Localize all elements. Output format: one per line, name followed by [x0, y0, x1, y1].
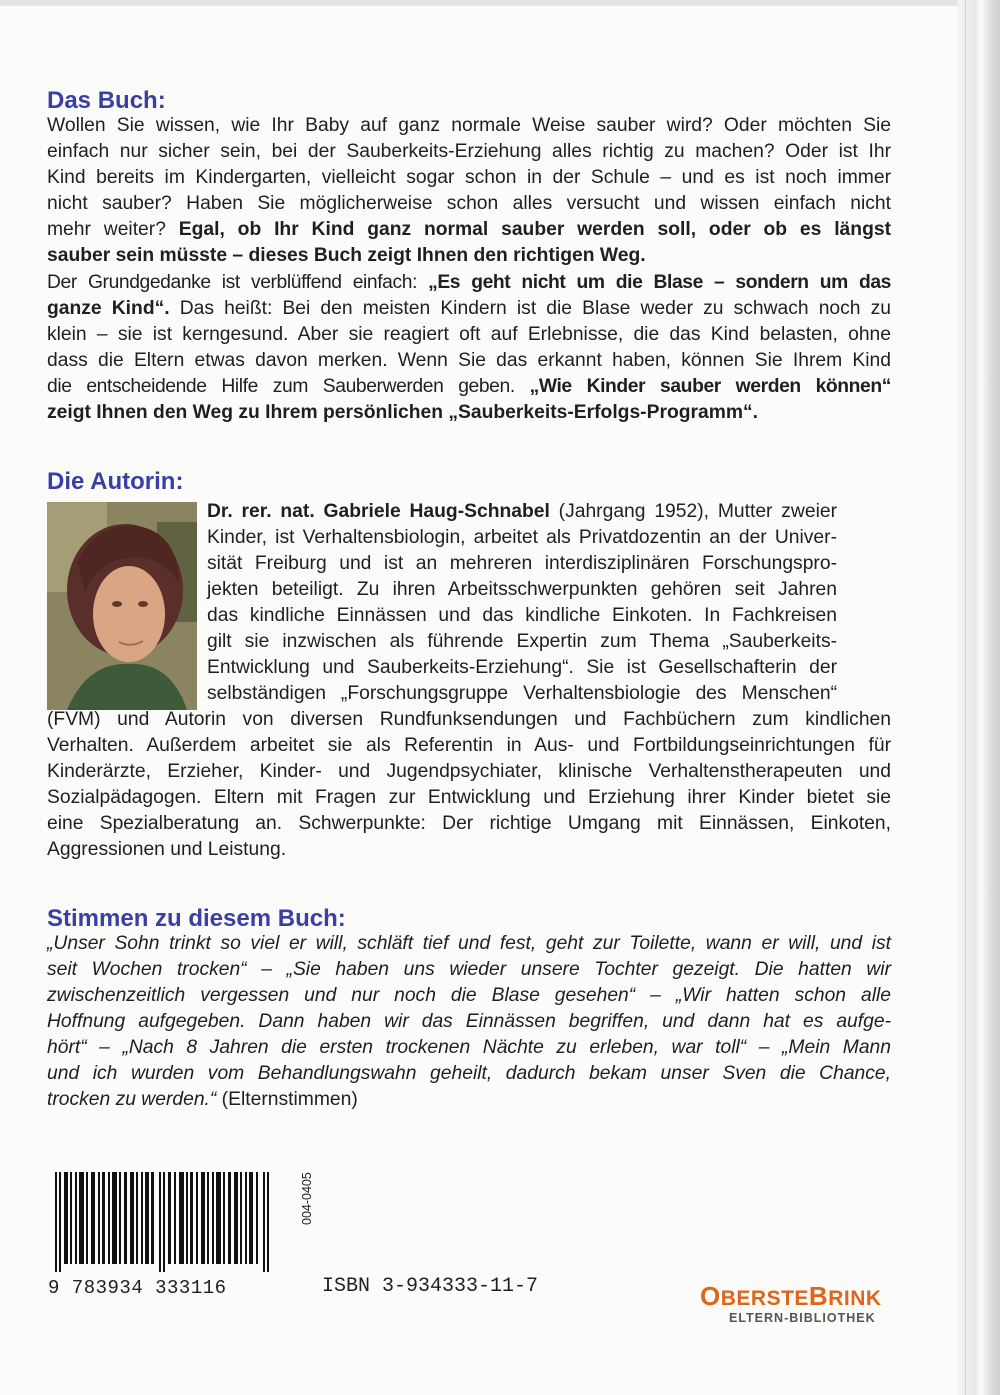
top-edge: [0, 0, 1000, 6]
book-line: dass die Eltern etwas davon merken. Wenn Sie das erkannt haben, können Sie Ihrem Kind: [47, 350, 891, 371]
author-line: (FVM) und Autorin von diversen Rundfunksendungen und Fachbüchern zum kindlichen: [47, 709, 891, 730]
voices-line: Hoffnung aufgegeben. Dann haben wir das Einnässen begriffen, und dann hat es aufge-: [47, 1011, 891, 1032]
author-line: das kindliche Einnässen und das kindliche Einkoten. In Fachkreisen: [207, 605, 837, 626]
voices-line: hört“ – „Nach 8 Jahren die ersten trockenen Nächte zu erleben, war toll“ – „Mein Mann: [47, 1037, 891, 1058]
author-photo: [47, 502, 197, 710]
author-line: Entwicklung und Sauberkeits-Erziehung“. Sie ist Gesellschafterin der: [207, 657, 837, 678]
voices-line: trocken zu werden.“ (Elternstimmen): [47, 1089, 358, 1110]
book-line: Wollen Sie wissen, wie Ihr Baby auf ganz normale Weise sauber wird? Oder möchten Sie: [47, 115, 891, 136]
voices-line: „Unser Sohn trinkt so viel er will, schläft tief und fest, geht zur Toilette, wann er will, und ist: [47, 933, 891, 954]
book-line: Der Grundgedanke ist verblüffend einfach: „Es geht nicht um die Blase – sondern um das: [47, 272, 891, 293]
author-line: selbständigen „Forschungsgruppe Verhaltensbiologie des Menschen“: [207, 683, 837, 704]
author-line: sität Freiburg und ist an mehreren interdisziplinären Forschungspro-: [207, 553, 837, 574]
author-line: jekten beteiligt. Zu ihren Arbeitsschwerpunkten gehören seit Jahren: [207, 579, 837, 600]
vertical-code: 004-0405: [300, 1172, 314, 1225]
author-line: Kinder, ist Verhaltensbiologin, arbeitet als Privatdozentin an der Univer-: [207, 527, 837, 548]
publisher-logo: OBERSTEBRINK: [700, 1281, 882, 1311]
spine-fold: [965, 0, 966, 1395]
voices-line: und ich wurden vom Behandlungswahn geheilt, dadurch bekam unser Sven die Chance,: [47, 1063, 891, 1084]
book-line: sauber sein müsste – dieses Buch zeigt Ihnen den richtigen Weg.: [47, 245, 646, 266]
author-line: Dr. rer. nat. Gabriele Haug-Schnabel (Jahrgang 1952), Mutter zweier: [207, 501, 837, 522]
book-line: einfach nur sicher sein, bei der Sauberkeits-Erziehung alles richtig zu machen? Oder ist Ihr: [47, 141, 891, 162]
publisher-subtitle: ELTERN-BIBLIOTHEK: [729, 1311, 876, 1325]
author-line: Kinderärzte, Erzieher, Kinder- und Jugendpsychiater, klinische Verhaltenstherapeuten und: [47, 761, 891, 782]
book-line: klein – sie ist kerngesund. Aber sie reagiert oft auf Erlebnisse, die das Kind belasten, ohne: [47, 324, 891, 345]
voices-line: seit Wochen trocken“ – „Sie haben uns wieder unsere Tochter gezeigt. Die hatten wir: [47, 959, 891, 980]
author-line: gilt sie inzwischen als führende Expertin zum Thema „Sauberkeits-: [207, 631, 837, 652]
book-line: ganze Kind“. Das heißt: Bei den meisten Kindern ist die Blase weder zu schwach noch zu: [47, 298, 891, 319]
author-line: eine Spezialberatung an. Schwerpunkte: Der richtige Umgang mit Einnässen, Einkoten,: [47, 813, 891, 834]
book-line: nicht sauber? Haben Sie möglicherweise schon alles versucht und wissen einfach nicht: [47, 193, 891, 214]
barcode-digits: 9 783934 333116: [48, 1277, 227, 1299]
book-line: zeigt Ihnen den Weg zu Ihrem persönlichen „Sauberkeits-Erfolgs-Programm“.: [47, 402, 759, 423]
book-line: Kind bereits im Kindergarten, vielleicht sogar schon in der Schule – und es ist noch immer: [47, 167, 891, 188]
isbn-number: ISBN 3-934333-11-7: [322, 1275, 539, 1298]
voices-line: zwischenzeitlich vergessen und nur noch die Blase gesehen“ – „Wir hatten schon alle: [47, 985, 891, 1006]
author-line: Verhalten. Außerdem arbeitet sie als Referentin in Aus- und Fortbildungseinrichtungen für: [47, 735, 891, 756]
book-line: mehr weiter? Egal, ob Ihr Kind ganz normal sauber werden soll, oder ob es längst: [47, 219, 891, 240]
heading-das-buch: Das Buch:: [47, 87, 166, 114]
author-line: Sozialpädagogen. Eltern mit Fragen zur Entwicklung und Erziehung ihrer Kinder bietet sie: [47, 787, 891, 808]
barcode-graphic: [55, 1172, 271, 1272]
heading-stimmen: Stimmen zu diesem Buch:: [47, 905, 346, 932]
heading-die-autorin: Die Autorin:: [47, 468, 184, 495]
author-line: Aggressionen und Leistung.: [47, 839, 287, 860]
book-line: die entscheidende Hilfe zum Sauberwerden geben. „Wie Kinder sauber werden können“: [47, 376, 891, 397]
